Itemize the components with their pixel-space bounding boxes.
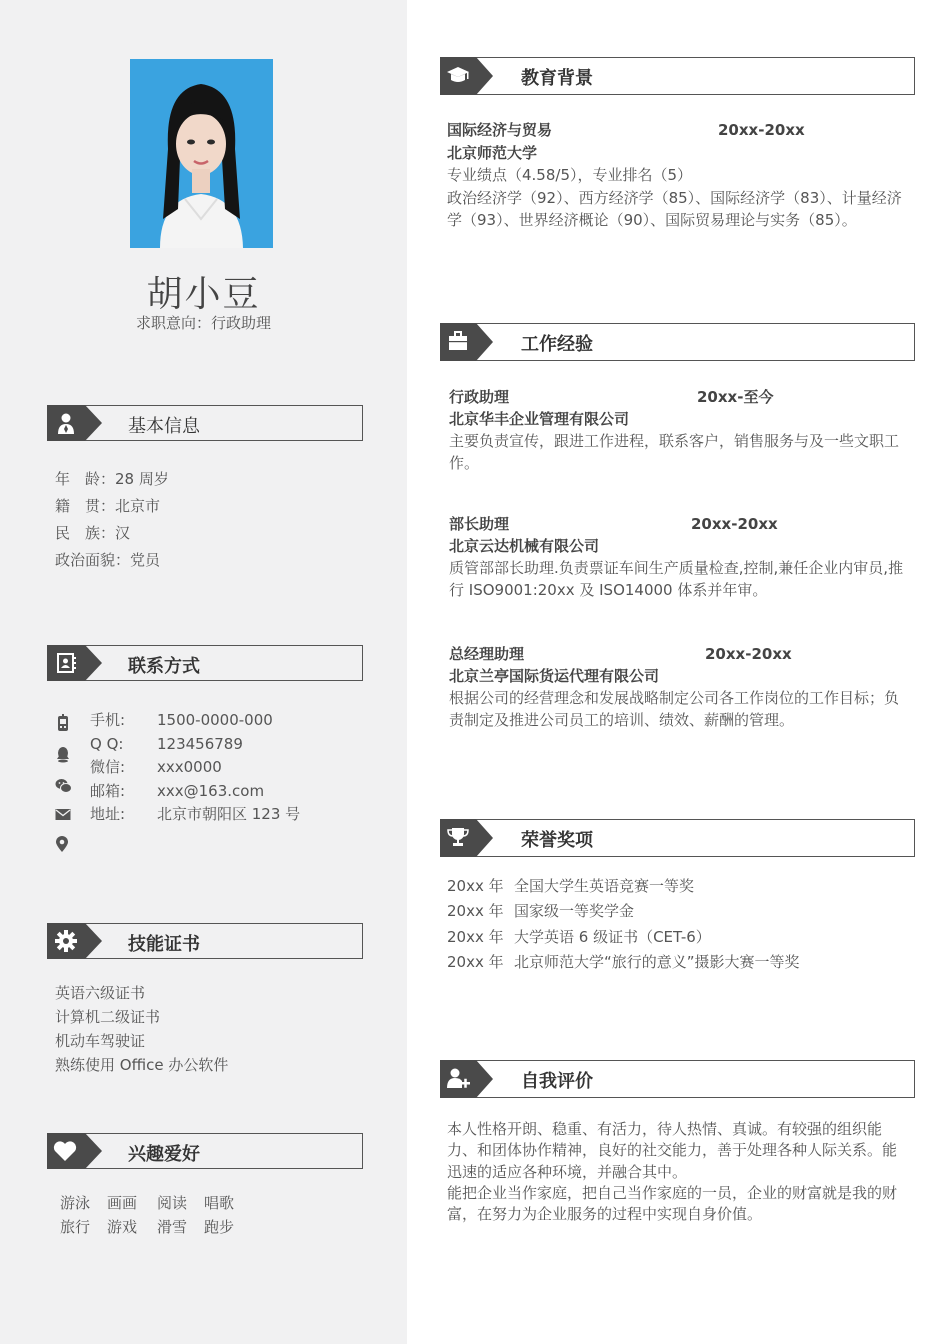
hobbies-row: 游泳 画画 阅读 唱歌 bbox=[60, 1194, 235, 1212]
section-title-honors: 荣誉奖项 bbox=[521, 830, 593, 851]
user-icon bbox=[55, 412, 77, 434]
work-item-3 bbox=[449, 643, 909, 731]
education-school: 北京师范大学 bbox=[447, 143, 538, 162]
education-gpa: 专业绩点（4.58/5），专业排名（5） bbox=[447, 166, 693, 184]
education-block bbox=[447, 119, 907, 232]
hobbies-list bbox=[60, 1191, 234, 1239]
mail-icon bbox=[55, 808, 71, 821]
section-header-basic bbox=[47, 405, 363, 441]
section-title-self: 自我评价 bbox=[521, 1071, 593, 1092]
work-description: 根据公司的经营理念和发展战略制定公司各工作岗位的工作目标；负责制定及推进公司员工的培训、绩效、薪酬的管理。 bbox=[449, 689, 900, 729]
honors-list bbox=[447, 874, 800, 975]
profile-photo bbox=[130, 59, 273, 248]
education-major: 国际经济与贸易 bbox=[447, 121, 553, 139]
section-header-contact bbox=[47, 645, 363, 681]
self-evaluation bbox=[447, 1119, 902, 1225]
section-header-hobbies bbox=[47, 1133, 363, 1169]
work-title: 总经理助理 bbox=[449, 645, 525, 663]
briefcase-icon bbox=[447, 330, 469, 352]
candidate-name: 胡小豆 bbox=[146, 274, 261, 315]
job-intent-value: 行政助理 bbox=[211, 314, 272, 332]
add-user-icon bbox=[446, 1067, 470, 1089]
work-title: 行政助理 bbox=[449, 388, 510, 406]
graduation-cap-icon bbox=[446, 64, 470, 86]
contact-list bbox=[90, 709, 300, 827]
basic-info-political: 政治面貌： 党员 bbox=[55, 551, 161, 569]
basic-info-ethnicity: 民 族： 汉 bbox=[55, 524, 131, 542]
section-title-basic: 基本信息 bbox=[128, 416, 200, 437]
section-title-skills: 技能证书 bbox=[128, 934, 200, 955]
phone-icon bbox=[55, 714, 71, 732]
work-item-1 bbox=[449, 386, 909, 474]
wechat-icon bbox=[55, 778, 72, 794]
education-courses: 政治经济学（92）、西方经济学（85）、国际经济学（83）、计量经济学（93）、世界经济概论（90）、国际贸易理论与实务（85）。 bbox=[447, 188, 902, 229]
basic-info-hometown: 籍 贯： 北京市 bbox=[55, 497, 161, 515]
work-company: 北京华丰企业管理有限公司 bbox=[449, 410, 630, 428]
gear-icon bbox=[55, 930, 77, 952]
work-period: 20xx-20xx bbox=[705, 645, 792, 663]
contact-phone: 手机: 1500-0000-000 bbox=[90, 711, 273, 729]
skill-item: 熟练使用 Office 办公软件 bbox=[55, 1056, 229, 1074]
work-period: 20xx-至今 bbox=[697, 388, 774, 406]
skill-item: 英语六级证书 bbox=[55, 984, 146, 1002]
education-header-row bbox=[447, 119, 907, 142]
section-header-self bbox=[440, 1060, 915, 1098]
basic-info-age: 年 龄： 28 周岁 bbox=[55, 470, 169, 488]
section-title-contact: 联系方式 bbox=[128, 656, 200, 677]
honor-item: 20xx 年 国家级一等奖学金 bbox=[447, 902, 635, 921]
contact-wechat: 微信: xxx0000 bbox=[90, 758, 222, 776]
trophy-icon bbox=[447, 826, 469, 848]
hobbies-row: 旅行 游戏 滑雪 跑步 bbox=[60, 1218, 235, 1236]
section-header-work bbox=[440, 323, 915, 361]
heart-icon bbox=[53, 1140, 77, 1162]
section-title-education: 教育背景 bbox=[521, 68, 593, 89]
basic-info-list bbox=[55, 466, 169, 574]
section-title-work: 工作经验 bbox=[521, 334, 593, 355]
section-header-education bbox=[440, 57, 915, 95]
honor-item: 20xx 年 大学英语 6 级证书（CET-6） bbox=[447, 927, 711, 946]
skill-item: 计算机二级证书 bbox=[55, 1008, 161, 1026]
location-icon bbox=[55, 836, 69, 853]
work-description: 主要负责宣传，跟进工作进程，联系客户，销售服务与及一些文职工作。 bbox=[449, 432, 900, 472]
qq-icon bbox=[55, 745, 71, 763]
contact-book-icon bbox=[55, 652, 77, 674]
section-header-honors bbox=[440, 819, 915, 857]
work-item-2 bbox=[449, 513, 909, 601]
skill-item: 机动车驾驶证 bbox=[55, 1032, 146, 1050]
self-eval-paragraph: 能把企业当作家庭，把自己当作家庭的一员，企业的财富就是我的财富，在努力为企业服务的过程中实现自身价值。 bbox=[447, 1183, 898, 1224]
section-header-skills bbox=[47, 923, 363, 959]
section-title-hobbies: 兴趣爱好 bbox=[128, 1144, 200, 1165]
education-period: 20xx-20xx bbox=[718, 121, 805, 139]
self-eval-paragraph: 本人性格开朗、稳重、有活力，待人热情、真诚。有较强的组织能力、和团体协作精神，良好的社交能力，善于处理各种人际关系。能迅速的适应各种环境，并融合其中。 bbox=[447, 1120, 898, 1181]
work-period: 20xx-20xx bbox=[691, 515, 778, 533]
honor-item: 20xx 年 全国大学生英语竞赛一等奖 bbox=[447, 877, 695, 895]
contact-qq: Q Q: 123456789 bbox=[90, 734, 243, 753]
work-company: 北京云达机械有限公司 bbox=[449, 537, 600, 555]
work-company: 北京兰亭国际货运代理有限公司 bbox=[449, 667, 660, 685]
job-intent bbox=[0, 312, 407, 333]
work-title: 部长助理 bbox=[449, 515, 510, 533]
contact-address: 地址: 北京市朝阳区 123 号 bbox=[90, 805, 301, 823]
work-description: 质管部部长助理.负责票证车间生产质量检查,控制,兼任企业内审员,推行 ISO9001:20xx 及 ISO14000 体系并年审。 bbox=[449, 559, 904, 599]
contact-email[interactable]: 邮箱: xxx@163.com bbox=[90, 781, 265, 800]
honor-item: 20xx 年 北京师范大学“旅行的意义”摄影大赛一等奖 bbox=[447, 952, 800, 971]
skills-list bbox=[55, 981, 228, 1077]
job-intent-label: 求职意向： bbox=[135, 314, 211, 332]
